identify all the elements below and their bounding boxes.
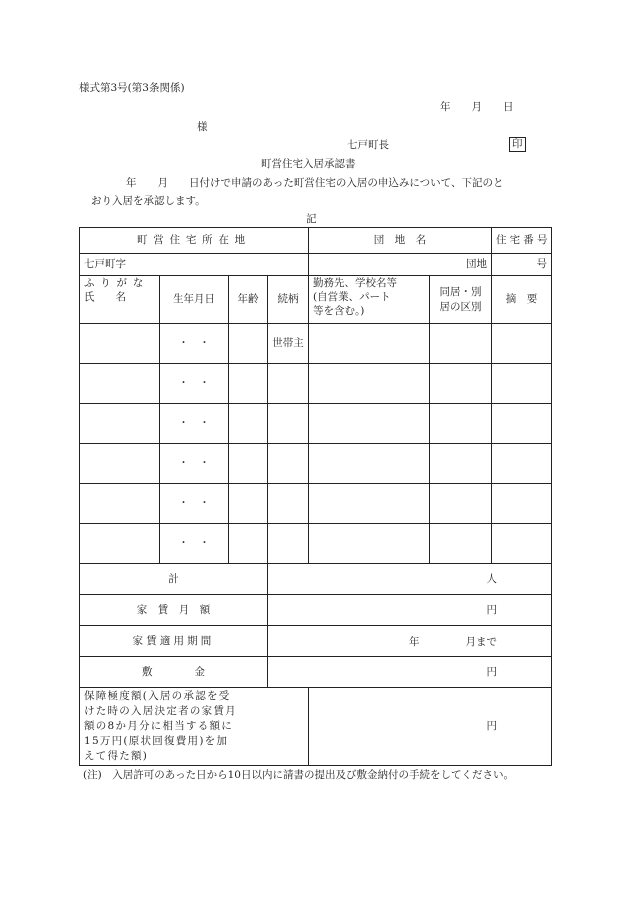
col-danchi-header: 団 地 名 <box>309 228 492 254</box>
addressee-suffix: 様 <box>197 121 208 133</box>
birth-cell: ・ ・ <box>160 404 229 444</box>
birth-cell: ・ ・ <box>160 324 229 364</box>
col-number-header: 住宅番号 <box>492 228 552 254</box>
workplace-cell <box>309 484 430 524</box>
issuer: 七戸町長 <box>347 139 389 151</box>
relation-cell: 世帯主 <box>268 324 309 364</box>
deposit-label: 敷 金 <box>80 657 268 688</box>
cohabit-cell <box>430 404 492 444</box>
document-title: 町営住宅入居承認書 <box>261 158 356 170</box>
total-label: 計 <box>80 564 268 595</box>
guarantee-unit: 円 <box>309 688 552 766</box>
issue-date: 年 月 日 <box>440 101 514 113</box>
member-row <box>80 324 552 364</box>
birth-header: 生年月日 <box>160 276 229 324</box>
cohabit-cell <box>430 484 492 524</box>
address-cell: 七戸町字 <box>80 254 309 276</box>
cohabit-header-line1: 同居・別 <box>439 286 482 299</box>
member-row <box>80 484 552 524</box>
remark-header: 摘 要 <box>492 276 552 324</box>
total-row <box>80 564 552 595</box>
footnote: (注) 入居許可のあった日から10日以内に請書の提出及び敷金納付の手続をしてください。 <box>83 769 514 781</box>
name-cell <box>80 484 160 524</box>
workplace-cell <box>309 324 430 364</box>
name-cell <box>80 444 160 484</box>
ki-heading: 記 <box>306 213 317 225</box>
workplace-cell <box>309 524 430 564</box>
member-header-row <box>80 276 552 324</box>
name-cell <box>80 404 160 444</box>
workplace-header-line1: 勤務先、学校名等 <box>313 277 397 289</box>
age-cell <box>229 484 268 524</box>
remark-cell <box>492 524 552 564</box>
name-header-label: 氏 名 <box>84 291 126 304</box>
cohabit-header-line2: 居の区別 <box>439 300 482 313</box>
guarantee-line: 15万円(原状回復費用)を加 <box>84 734 229 747</box>
rent-period-value <box>268 626 552 657</box>
age-cell <box>229 324 268 364</box>
cohabit-header <box>430 276 492 324</box>
guarantee-line: 額の8か月分に相当する額に <box>84 719 234 732</box>
remark-cell <box>492 324 552 364</box>
relation-header: 続柄 <box>268 276 309 324</box>
table-header-row <box>80 228 552 254</box>
rent-unit: 円 <box>268 595 552 626</box>
guarantee-line: 保障極度額(入居の承認を受 <box>84 690 231 702</box>
body-text-line1: 年 月 日付けで申請のあった町営住宅の入居の申込みについて、下記のと <box>126 177 504 189</box>
workplace-header <box>309 276 430 324</box>
name-header-furigana: ふりがな <box>84 277 150 289</box>
deposit-unit: 円 <box>268 657 552 688</box>
birth-cell: ・ ・ <box>160 524 229 564</box>
relation-cell <box>268 444 309 484</box>
workplace-header-line3: 等を含む。) <box>313 305 365 318</box>
guarantee-label <box>80 688 309 766</box>
cohabit-cell <box>430 364 492 404</box>
cohabit-cell <box>430 444 492 484</box>
col-address-header: 町営住宅所在地 <box>80 228 309 254</box>
name-cell <box>80 524 160 564</box>
seal-box: 印 <box>509 137 526 152</box>
birth-cell: ・ ・ <box>160 484 229 524</box>
age-cell <box>229 404 268 444</box>
guarantee-line: けた時の入居決定者の家賃月 <box>84 704 237 717</box>
member-row <box>80 524 552 564</box>
relation-cell <box>268 484 309 524</box>
danchi-cell: 団地 <box>309 254 492 276</box>
relation-cell <box>268 404 309 444</box>
member-row <box>80 364 552 404</box>
name-cell <box>80 324 160 364</box>
total-unit: 人 <box>268 564 552 595</box>
remark-cell <box>492 444 552 484</box>
age-cell <box>229 444 268 484</box>
remark-cell <box>492 364 552 404</box>
cohabit-cell <box>430 324 492 364</box>
member-row <box>80 404 552 444</box>
age-header: 年齢 <box>229 276 268 324</box>
workplace-header-line2: (自営業、パート <box>313 291 391 304</box>
birth-cell: ・ ・ <box>160 444 229 484</box>
form-number: 様式第3号(第3条関係) <box>79 82 185 94</box>
remark-cell <box>492 484 552 524</box>
number-cell: 号 <box>492 254 552 276</box>
age-cell <box>229 524 268 564</box>
rent-label: 家 賃 月 額 <box>80 595 268 626</box>
guarantee-line: えて得た額) <box>84 749 149 762</box>
age-cell <box>229 364 268 404</box>
rent-period-year: 年 <box>409 636 420 648</box>
birth-cell: ・ ・ <box>160 364 229 404</box>
rent-period-until: 月まで <box>465 636 497 648</box>
rent-period-label: 家賃適用期間 <box>80 626 268 657</box>
relation-cell <box>268 524 309 564</box>
workplace-cell <box>309 364 430 404</box>
approval-table <box>79 227 552 766</box>
relation-cell <box>268 364 309 404</box>
guarantee-row <box>80 688 552 766</box>
workplace-cell <box>309 444 430 484</box>
deposit-row <box>80 657 552 688</box>
name-cell <box>80 364 160 404</box>
remark-cell <box>492 404 552 444</box>
member-row <box>80 444 552 484</box>
workplace-cell <box>309 404 430 444</box>
address-row <box>80 254 552 276</box>
cohabit-cell <box>430 524 492 564</box>
body-text-line2: おり入居を承認します。 <box>91 195 206 207</box>
rent-period-row <box>80 626 552 657</box>
rent-row <box>80 595 552 626</box>
name-header <box>80 276 160 324</box>
